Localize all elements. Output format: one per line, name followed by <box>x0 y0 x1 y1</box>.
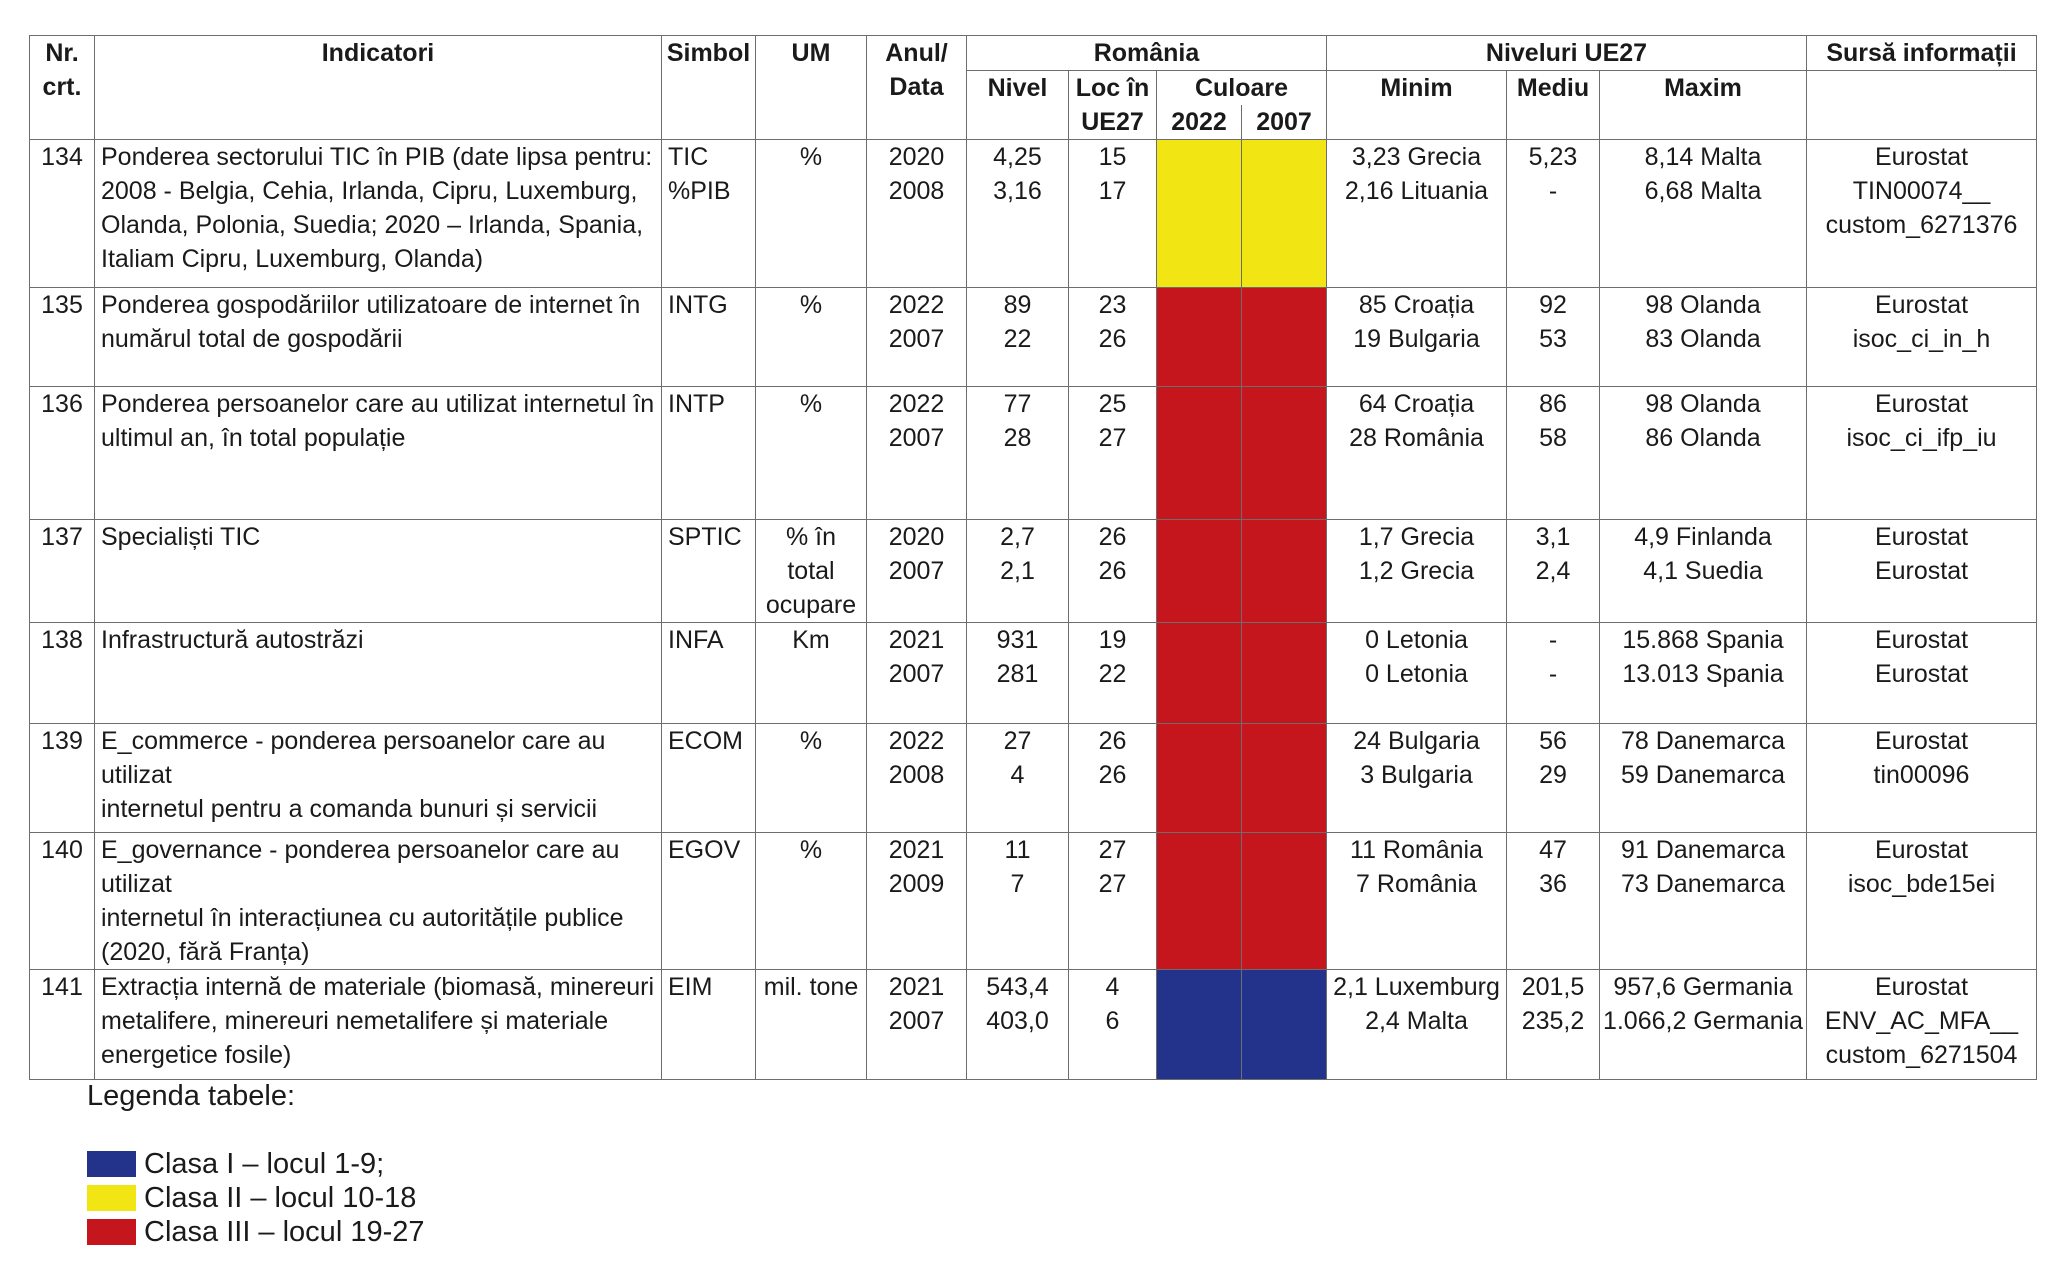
cell-simbol <box>662 520 756 623</box>
cell-maxim <box>1600 724 1807 833</box>
header-loc-in-ue27: Loc în UE27 <box>1069 71 1157 140</box>
cell-minim-line: 19 Bulgaria <box>1353 325 1480 353</box>
cell-mediu-line: 201,5 <box>1521 973 1585 1001</box>
cell-simbol-line: SPTIC <box>668 523 742 551</box>
cell-sursa-line: Eurostat <box>1874 523 1969 551</box>
cell-nivel-line: 27 <box>1003 727 1032 755</box>
cell-culoare-2022 <box>1157 970 1242 1080</box>
header-niveluri-ue27: Niveluri UE27 <box>1327 36 1807 71</box>
cell-an-line: 2007 <box>888 424 945 452</box>
cell-simbol <box>662 970 756 1080</box>
cell-sursa <box>1807 140 2037 288</box>
cell-simbol <box>662 140 756 288</box>
cell-an <box>867 520 967 623</box>
cell-nr: 141 <box>30 970 95 1080</box>
cell-um-line: % <box>799 836 823 864</box>
cell-culoare-2022 <box>1157 387 1242 520</box>
header-culoare: Culoare <box>1157 71 1327 106</box>
cell-nr: 135 <box>30 288 95 387</box>
cell-an <box>867 724 967 833</box>
cell-loc-line: 15 <box>1098 143 1127 171</box>
cell-nr: 138 <box>30 623 95 724</box>
cell-um-line: mil. tone <box>763 973 859 1001</box>
cell-maxim-line: 1.066,2 Germania <box>1602 1007 1804 1035</box>
cell-maxim <box>1600 623 1807 724</box>
cell-sursa <box>1807 520 2037 623</box>
table-row <box>30 970 2037 1080</box>
cell-indicator-line: Extracția internă de materiale (biomasă, minereuri <box>101 973 655 1001</box>
cell-loc-line: 17 <box>1098 177 1127 205</box>
cell-um <box>756 140 867 288</box>
cell-nivel <box>967 140 1069 288</box>
header-sursa-informatii: Sursă informații <box>1807 36 2037 71</box>
cell-sursa <box>1807 724 2037 833</box>
cell-mediu <box>1507 724 1600 833</box>
header-simbol: Simbol <box>662 36 756 140</box>
cell-indicator-line: Italiam Cipru, Luxemburg, Olanda) <box>101 245 484 273</box>
cell-sursa-line: TIN00074__ <box>1852 177 1991 205</box>
cell-indicator <box>95 520 662 623</box>
cell-loc-line: 27 <box>1098 424 1127 452</box>
cell-mediu-line: 53 <box>1539 325 1567 353</box>
cell-sursa-line: Eurostat <box>1874 390 1969 418</box>
cell-um-line: % <box>799 143 823 171</box>
cell-maxim-line: 73 Danemarca <box>1621 870 1785 898</box>
cell-mediu-line: 56 <box>1539 727 1567 755</box>
cell-sursa-line: Eurostat <box>1874 557 1969 585</box>
cell-mediu <box>1507 970 1600 1080</box>
cell-mediu-line: 92 <box>1539 291 1567 319</box>
cell-indicator-line: 2008 - Belgia, Cehia, Irlanda, Cipru, Luxemburg, <box>101 177 638 205</box>
cell-simbol <box>662 833 756 970</box>
cell-nivel <box>967 724 1069 833</box>
cell-maxim-line: 13.013 Spania <box>1622 660 1784 688</box>
cell-mediu <box>1507 520 1600 623</box>
cell-maxim-line: 91 Danemarca <box>1621 836 1785 864</box>
cell-indicator <box>95 623 662 724</box>
cell-nivel <box>967 387 1069 520</box>
cell-minim <box>1327 970 1507 1080</box>
cell-sursa-line: Eurostat <box>1874 836 1969 864</box>
cell-culoare-2007 <box>1242 970 1327 1080</box>
cell-culoare-2022 <box>1157 288 1242 387</box>
cell-maxim-line: 8,14 Malta <box>1644 143 1762 171</box>
cell-sursa-line: Eurostat <box>1874 973 1969 1001</box>
cell-indicator <box>95 140 662 288</box>
cell-sursa-line: ENV_AC_MFA__ <box>1824 1007 2019 1035</box>
cell-simbol-line: EIM <box>668 973 713 1001</box>
cell-loc-line: 25 <box>1098 390 1127 418</box>
cell-minim-line: 0 Letonia <box>1365 626 1468 654</box>
cell-maxim-line: 59 Danemarca <box>1621 761 1785 789</box>
cell-an-line: 2021 <box>888 836 945 864</box>
cell-maxim-line: 78 Danemarca <box>1621 727 1785 755</box>
cell-maxim-line: 98 Olanda <box>1645 390 1761 418</box>
cell-um-line: % <box>799 390 823 418</box>
cell-nivel-line: 3,16 <box>993 177 1042 205</box>
cell-maxim <box>1600 833 1807 970</box>
cell-an-line: 2007 <box>888 1007 945 1035</box>
cell-maxim-line: 957,6 Germania <box>1613 973 1793 1001</box>
cell-loc-line: 26 <box>1098 325 1127 353</box>
header-mediu: Mediu <box>1507 71 1600 140</box>
cell-indicator <box>95 833 662 970</box>
cell-mediu-line: 36 <box>1539 870 1567 898</box>
cell-simbol-line: INFA <box>668 626 724 654</box>
cell-indicator <box>95 724 662 833</box>
table-row <box>30 724 2037 833</box>
legend-label-class-3: Clasa III – locul 19-27 <box>144 1216 425 1248</box>
header-minim: Minim <box>1327 71 1507 140</box>
cell-um-line: % <box>799 727 823 755</box>
cell-loc-line: 27 <box>1098 870 1127 898</box>
cell-an-line: 2020 <box>888 143 945 171</box>
cell-simbol <box>662 387 756 520</box>
cell-simbol-line: EGOV <box>668 836 741 864</box>
cell-an-line: 2009 <box>888 870 945 898</box>
header-nr-crt: Nr. crt. <box>30 36 95 140</box>
cell-minim-line: 0 Letonia <box>1365 660 1468 688</box>
cell-mediu-line: - <box>1548 177 1558 205</box>
cell-an-line: 2007 <box>888 660 945 688</box>
header-um: UM <box>756 36 867 140</box>
cell-minim-line: 7 România <box>1356 870 1477 898</box>
header-nivel: Nivel <box>967 71 1069 140</box>
cell-loc-line: 23 <box>1098 291 1127 319</box>
cell-nivel <box>967 970 1069 1080</box>
cell-mediu-line: 2,4 <box>1535 557 1571 585</box>
legend-swatch-class-1 <box>87 1151 136 1177</box>
cell-mediu-line: 3,1 <box>1535 523 1571 551</box>
cell-maxim-line: 6,68 Malta <box>1644 177 1762 205</box>
cell-indicator-line: Olanda, Polonia, Suedia; 2020 – Irlanda, Spania, <box>101 211 644 239</box>
cell-nivel <box>967 520 1069 623</box>
cell-culoare-2007 <box>1242 833 1327 970</box>
cell-loc-line: 22 <box>1098 660 1127 688</box>
cell-sursa-line: Eurostat <box>1874 626 1969 654</box>
cell-minim <box>1327 140 1507 288</box>
cell-maxim-line: 4,9 Finlanda <box>1634 523 1772 551</box>
cell-an <box>867 387 967 520</box>
table-row <box>30 833 2037 970</box>
cell-loc <box>1069 387 1157 520</box>
cell-mediu-line: 29 <box>1539 761 1567 789</box>
cell-um <box>756 724 867 833</box>
cell-minim-line: 64 Croația <box>1358 390 1475 418</box>
header-indicatori: Indicatori <box>95 36 662 140</box>
cell-nivel-line: 89 <box>1003 291 1032 319</box>
cell-loc-line: 6 <box>1105 1007 1120 1035</box>
cell-culoare-2022 <box>1157 833 1242 970</box>
cell-sursa-line: Eurostat <box>1874 727 1969 755</box>
cell-indicator <box>95 970 662 1080</box>
cell-minim <box>1327 387 1507 520</box>
cell-um-line: total <box>787 557 835 585</box>
cell-loc <box>1069 970 1157 1080</box>
cell-simbol-line: INTP <box>668 390 725 418</box>
cell-loc-line: 19 <box>1098 626 1127 654</box>
cell-culoare-2022 <box>1157 140 1242 288</box>
cell-um <box>756 833 867 970</box>
cell-culoare-2007 <box>1242 140 1327 288</box>
cell-simbol-line: ECOM <box>668 727 743 755</box>
cell-um <box>756 623 867 724</box>
cell-nr: 139 <box>30 724 95 833</box>
cell-indicator-line: ultimul an, în total populație <box>101 424 406 452</box>
cell-maxim-line: 86 Olanda <box>1645 424 1761 452</box>
cell-simbol <box>662 724 756 833</box>
cell-maxim-line: 4,1 Suedia <box>1643 557 1763 585</box>
cell-um <box>756 387 867 520</box>
cell-minim-line: 1,7 Grecia <box>1358 523 1475 551</box>
cell-nr: 140 <box>30 833 95 970</box>
cell-minim <box>1327 288 1507 387</box>
cell-indicator-line: internetul în interacțiunea cu autoritățile publice <box>101 904 624 932</box>
cell-sursa-line: custom_6271376 <box>1825 211 2018 239</box>
cell-loc <box>1069 288 1157 387</box>
cell-culoare-2007 <box>1242 288 1327 387</box>
table-row <box>30 288 2037 387</box>
header-maxim: Maxim <box>1600 71 1807 140</box>
cell-mediu-line: 235,2 <box>1521 1007 1585 1035</box>
cell-um <box>756 970 867 1080</box>
cell-maxim <box>1600 387 1807 520</box>
indicators-table-body <box>30 140 2037 1080</box>
cell-indicator-line: energetice fosile) <box>101 1041 292 1069</box>
table-row <box>30 387 2037 520</box>
cell-culoare-2022 <box>1157 623 1242 724</box>
cell-an <box>867 140 967 288</box>
cell-sursa <box>1807 288 2037 387</box>
cell-an-line: 2022 <box>888 390 945 418</box>
cell-loc-line: 4 <box>1105 973 1120 1001</box>
cell-nivel-line: 281 <box>996 660 1039 688</box>
cell-an-line: 2021 <box>888 626 945 654</box>
cell-simbol-line: TIC <box>668 143 709 171</box>
cell-an <box>867 970 967 1080</box>
cell-minim-line: 1,2 Grecia <box>1358 557 1475 585</box>
header-culoare-2022: 2022 <box>1157 105 1242 140</box>
indicators-table <box>29 35 2037 1080</box>
cell-sursa-line: isoc_ci_in_h <box>1852 325 1991 353</box>
cell-nivel-line: 28 <box>1003 424 1032 452</box>
cell-minim-line: 28 România <box>1349 424 1484 452</box>
cell-nivel <box>967 288 1069 387</box>
cell-simbol-line: %PIB <box>668 177 731 205</box>
cell-minim <box>1327 623 1507 724</box>
cell-simbol <box>662 623 756 724</box>
cell-culoare-2022 <box>1157 724 1242 833</box>
cell-an-line: 2020 <box>888 523 945 551</box>
header-sursa-blank <box>1807 71 2037 140</box>
cell-sursa-line: Eurostat <box>1874 143 1969 171</box>
cell-sursa-line: tin00096 <box>1873 761 1970 789</box>
cell-simbol-line: INTG <box>668 291 728 319</box>
cell-minim-line: 3,23 Grecia <box>1351 143 1482 171</box>
cell-loc <box>1069 833 1157 970</box>
cell-mediu-line: - <box>1548 660 1558 688</box>
cell-sursa-line: Eurostat <box>1874 291 1969 319</box>
cell-an <box>867 288 967 387</box>
cell-indicator <box>95 387 662 520</box>
cell-maxim <box>1600 288 1807 387</box>
cell-loc-line: 26 <box>1098 761 1127 789</box>
header-anul-data: Anul/ Data <box>867 36 967 140</box>
cell-culoare-2007 <box>1242 724 1327 833</box>
cell-minim <box>1327 833 1507 970</box>
legend-swatch-class-2 <box>87 1185 136 1211</box>
table-row <box>30 623 2037 724</box>
legend-swatch-class-3 <box>87 1219 136 1245</box>
cell-maxim <box>1600 140 1807 288</box>
cell-maxim <box>1600 520 1807 623</box>
cell-an-line: 2007 <box>888 325 945 353</box>
cell-mediu-line: 47 <box>1539 836 1567 864</box>
cell-loc <box>1069 140 1157 288</box>
cell-um <box>756 288 867 387</box>
cell-sursa-line: Eurostat <box>1874 660 1969 688</box>
cell-indicator-line: E_governance - ponderea persoanelor care au utilizat <box>101 836 620 898</box>
legend-label-class-1: Clasa I – locul 1-9; <box>144 1148 385 1180</box>
cell-nr: 134 <box>30 140 95 288</box>
cell-mediu-line: - <box>1548 626 1558 654</box>
cell-mediu-line: 86 <box>1539 390 1567 418</box>
header-romania: România <box>967 36 1327 71</box>
cell-mediu <box>1507 623 1600 724</box>
cell-minim-line: 11 România <box>1350 836 1483 864</box>
cell-indicator-line: E_commerce - ponderea persoanelor care au utilizat <box>101 727 606 789</box>
cell-minim-line: 24 Bulgaria <box>1353 727 1480 755</box>
cell-an-line: 2007 <box>888 557 945 585</box>
cell-culoare-2007 <box>1242 387 1327 520</box>
cell-maxim-line: 15.868 Spania <box>1622 626 1784 654</box>
cell-indicator-line: Ponderea persoanelor care au utilizat internetul în <box>101 390 655 418</box>
legend-label-class-2: Clasa II – locul 10-18 <box>144 1182 417 1214</box>
cell-minim <box>1327 724 1507 833</box>
cell-sursa <box>1807 623 2037 724</box>
cell-minim-line: 85 Croația <box>1358 291 1475 319</box>
cell-nr: 137 <box>30 520 95 623</box>
cell-sursa <box>1807 970 2037 1080</box>
cell-culoare-2022 <box>1157 520 1242 623</box>
cell-nivel-line: 11 <box>1004 836 1031 864</box>
cell-mediu <box>1507 288 1600 387</box>
cell-nivel-line: 403,0 <box>986 1007 1049 1035</box>
cell-mediu <box>1507 387 1600 520</box>
cell-nivel <box>967 833 1069 970</box>
cell-nivel-line: 77 <box>1003 390 1032 418</box>
cell-nr: 136 <box>30 387 95 520</box>
cell-loc-line: 26 <box>1098 523 1127 551</box>
cell-mediu <box>1507 140 1600 288</box>
cell-an-line: 2008 <box>888 177 945 205</box>
cell-an-line: 2022 <box>888 291 945 319</box>
legend-title: Legenda tabele: <box>87 1080 296 1112</box>
cell-loc <box>1069 520 1157 623</box>
cell-mediu <box>1507 833 1600 970</box>
cell-culoare-2007 <box>1242 520 1327 623</box>
cell-sursa <box>1807 833 2037 970</box>
cell-an <box>867 623 967 724</box>
cell-sursa-line: custom_6271504 <box>1825 1041 2018 1069</box>
cell-simbol <box>662 288 756 387</box>
cell-loc-line: 27 <box>1098 836 1127 864</box>
cell-nivel-line: 4,25 <box>993 143 1042 171</box>
cell-sursa-line: isoc_bde15ei <box>1847 870 1996 898</box>
cell-indicator <box>95 288 662 387</box>
cell-an <box>867 833 967 970</box>
cell-loc-line: 26 <box>1098 727 1127 755</box>
cell-minim <box>1327 520 1507 623</box>
cell-indicator-line: Ponderea gospodăriilor utilizatoare de internet în <box>101 291 641 319</box>
cell-an-line: 2008 <box>888 761 945 789</box>
cell-um-line: % în <box>785 523 837 551</box>
cell-culoare-2007 <box>1242 623 1327 724</box>
cell-minim-line: 2,1 Luxemburg <box>1333 973 1500 1001</box>
cell-indicator-line: Ponderea sectorului TIC în PIB (date lipsa pentru: <box>101 143 653 171</box>
cell-um-line: % <box>799 291 823 319</box>
cell-sursa-line: isoc_ci_ifp_iu <box>1846 424 1997 452</box>
cell-nivel <box>967 623 1069 724</box>
cell-um-line: Km <box>792 626 830 654</box>
cell-um <box>756 520 867 623</box>
cell-nivel-line: 7 <box>1010 870 1025 898</box>
table-row <box>30 140 2037 288</box>
cell-indicator-line: metalifere, minereuri nemetalifere și materiale <box>101 1007 609 1035</box>
cell-loc <box>1069 623 1157 724</box>
cell-maxim-line: 83 Olanda <box>1645 325 1761 353</box>
table-row <box>30 520 2037 623</box>
cell-an-line: 2021 <box>888 973 945 1001</box>
cell-nivel-line: 4 <box>1010 761 1025 789</box>
cell-indicator-line: (2020, fără Franța) <box>101 938 310 966</box>
cell-indicator-line: numărul total de gospodării <box>101 325 403 353</box>
cell-nivel-line: 2,7 <box>1000 523 1035 551</box>
header-culoare-2007: 2007 <box>1242 105 1327 140</box>
cell-nivel-line: 931 <box>996 626 1039 654</box>
cell-mediu-line: 58 <box>1539 424 1567 452</box>
cell-um-line: ocupare <box>765 591 857 619</box>
cell-loc-line: 26 <box>1098 557 1127 585</box>
cell-sursa <box>1807 387 2037 520</box>
cell-minim-line: 3 Bulgaria <box>1360 761 1473 789</box>
cell-indicator-line: Infrastructură autostrăzi <box>101 626 364 654</box>
cell-minim-line: 2,4 Malta <box>1365 1007 1468 1035</box>
cell-indicator-line: Specialiști TIC <box>101 523 261 551</box>
cell-mediu-line: 5,23 <box>1528 143 1578 171</box>
cell-maxim-line: 98 Olanda <box>1645 291 1761 319</box>
cell-loc <box>1069 724 1157 833</box>
cell-nivel-line: 543,4 <box>986 973 1049 1001</box>
cell-maxim <box>1600 970 1807 1080</box>
cell-minim-line: 2,16 Lituania <box>1344 177 1489 205</box>
cell-indicator-line: internetul pentru a comanda bunuri și servicii <box>101 795 598 823</box>
cell-nivel-line: 2,1 <box>1000 557 1035 585</box>
cell-an-line: 2022 <box>888 727 945 755</box>
cell-nivel-line: 22 <box>1003 325 1032 353</box>
